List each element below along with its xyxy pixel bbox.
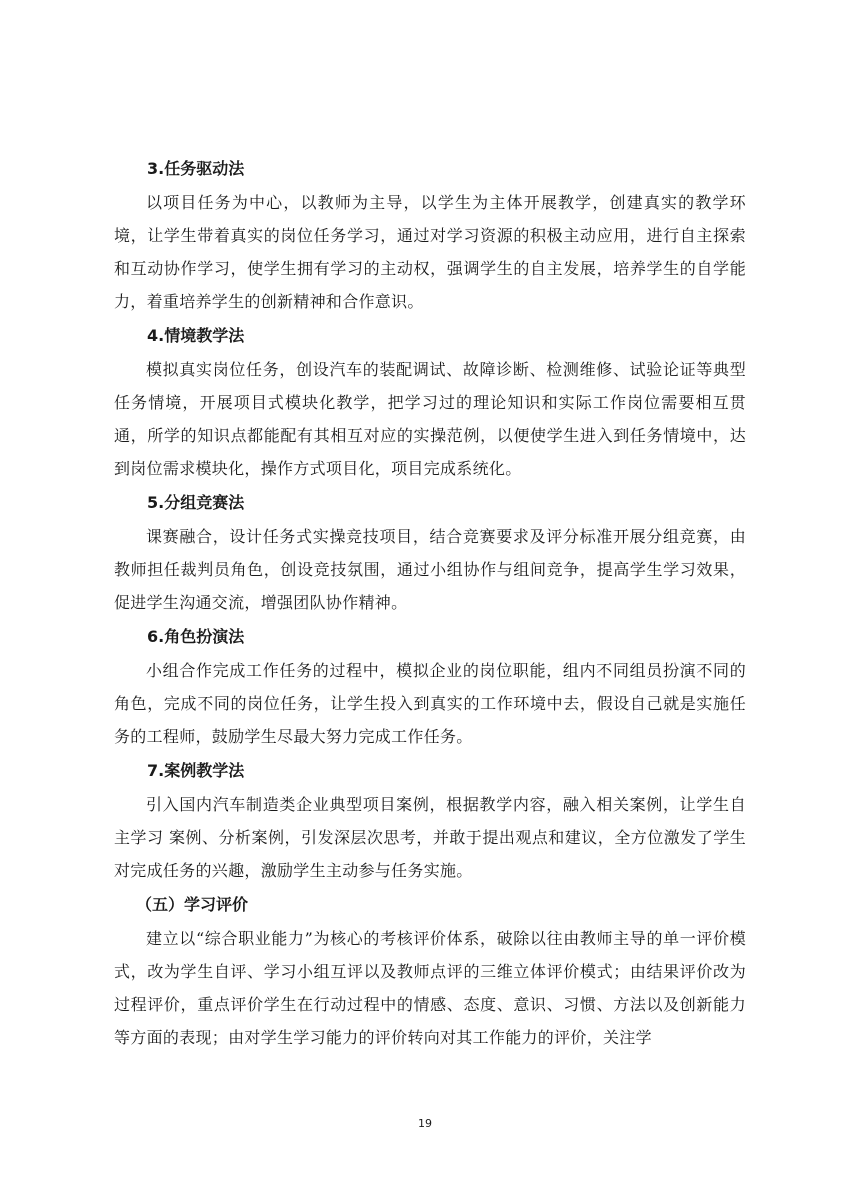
- section-paragraph-group-competition: 课赛融合，设计任务式实操竞技项目，结合竞赛要求及评分标准开展分组竞赛，由教师担任裁判员角色，创设竞技氛围，通过小组协作与组间竞争，提高学生学习效果，促进学生沟通交流，增强团队协作精神。: [114, 527, 746, 612]
- section-paragraph-case-teaching: 引入国内汽车制造类企业典型项目案例，根据教学内容，融入相关案例，让学生自主学习 案例、分析案例，引发深层次思考，并敢于提出观点和建议，全方位激发了学生对完成任务的兴趣，激励学生主动参与任务实施。: [114, 795, 746, 880]
- section-heading-task-driven: 3.任务驱动法: [147, 159, 245, 178]
- section-paragraph-task-driven: 以项目任务为中心，以教师为主导，以学生为主体开展教学，创建真实的教学环境，让学生带着真实的岗位任务学习，通过对学习资源的积极主动应用，进行自主探索和互动协作学习，使学生拥有学习的主动权，强调学生的自主发展，培养学生的自学能力，着重培养学生的创新精神和合作意识。: [114, 193, 746, 311]
- section-heading-situational: 4.情境教学法: [147, 326, 245, 345]
- section-heading-case-teaching: 7.案例教学法: [147, 761, 245, 780]
- section-paragraph-situational: 模拟真实岗位任务，创设汽车的装配调试、故障诊断、检测维修、试验论证等典型任务情境，开展项目式模块化教学，把学习过的理论知识和实际工作岗位需要相互贯通，所学的知识点都能配有其相互对应的实操范例，以便使学生进入到任务情境中，达到岗位需求模块化，操作方式项目化，项目完成系统化。: [114, 360, 746, 478]
- section-heading-role-play: 6.角色扮演法: [147, 627, 245, 646]
- section-heading-group-competition: 5.分组竞赛法: [147, 493, 245, 512]
- section-paragraph-role-play: 小组合作完成工作任务的过程中，模拟企业的岗位职能，组内不同组员扮演不同的角色，完成不同的岗位任务，让学生投入到真实的工作环境中去，假设自己就是实施任务的工程师，鼓励学生尽最大努力完成工作任务。: [114, 661, 746, 746]
- document-body: [114, 152, 746, 1055]
- section-paragraph-learning-evaluation: 建立以“综合职业能力”为核心的考核评价体系，破除以往由教师主导的单一评价模式，改为学生自评、学习小组互评以及教师点评的三维立体评价模式；由结果评价改为过程评价，重点评价学生在行动过程中的情感、态度、意识、习惯、方法以及创新能力等方面的表现；由对学生学习能力的评价转向对其工作能力的评价，关注学: [114, 929, 746, 1047]
- section-heading-learning-evaluation: （五）学习评价: [136, 895, 249, 914]
- page-number: 19: [418, 1117, 432, 1130]
